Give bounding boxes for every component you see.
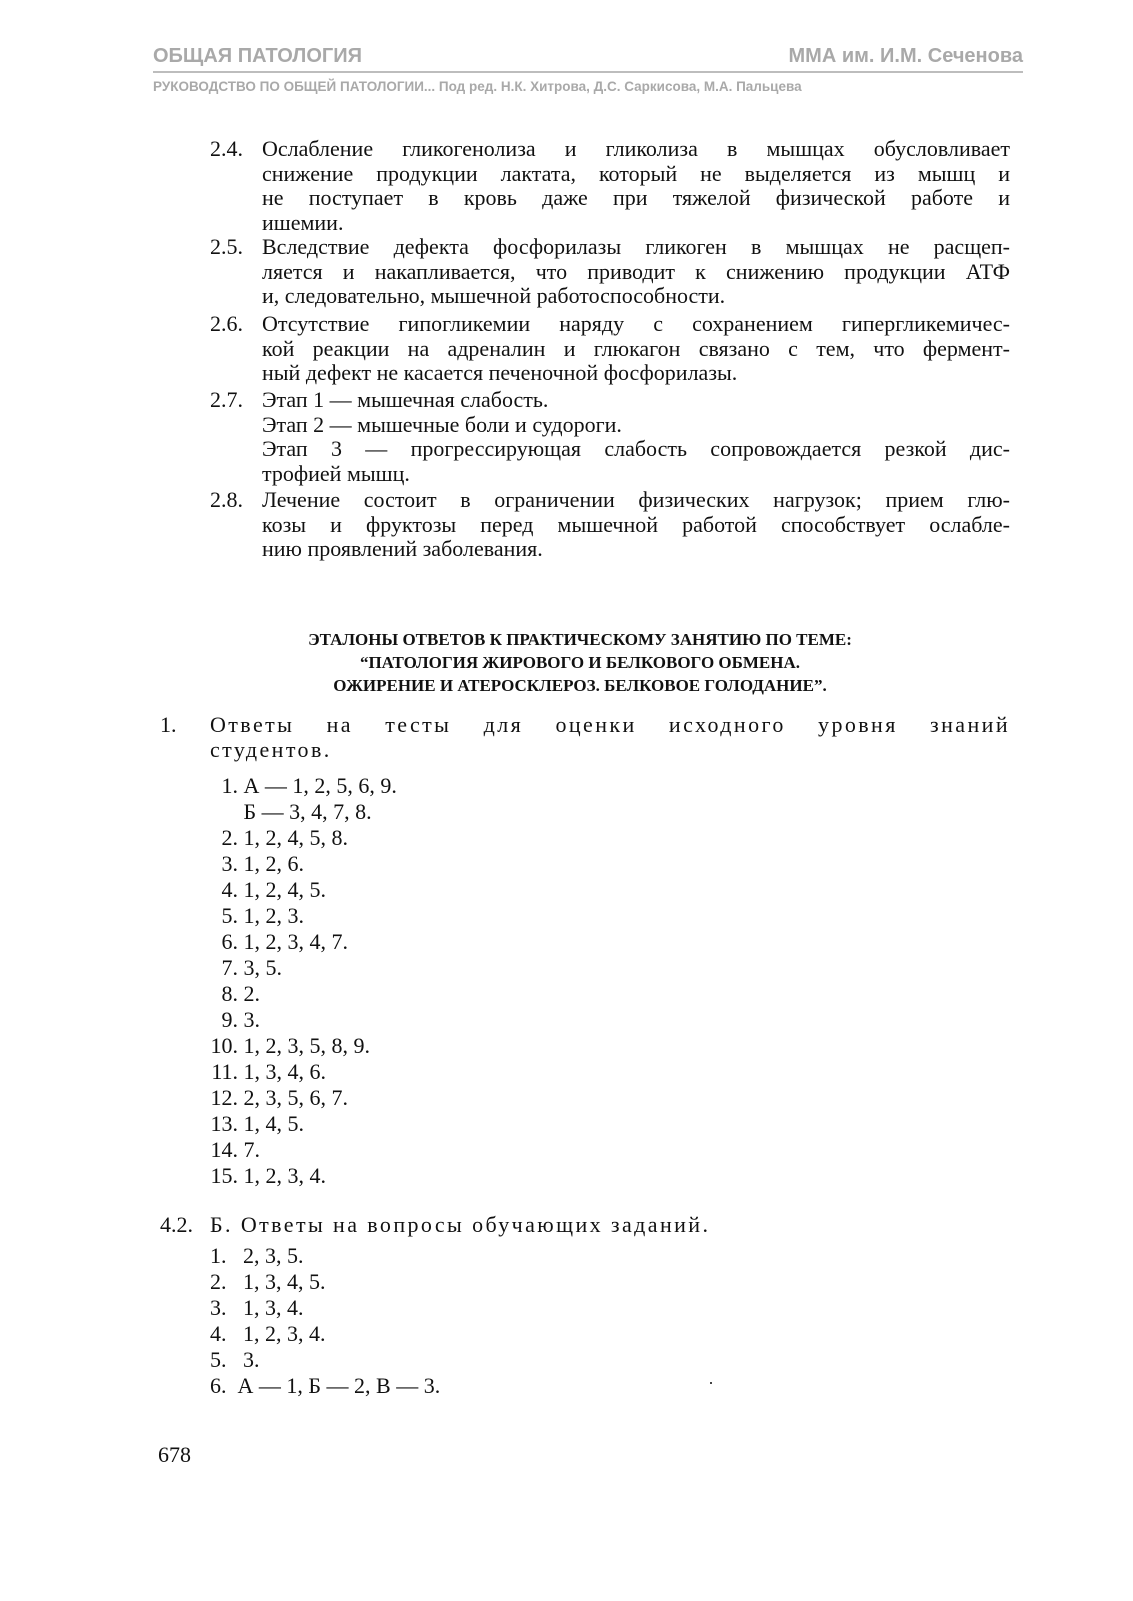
heading-line: ОЖИРЕНИЕ И АТЕРОСКЛЕРОЗ. БЕЛКОВОЕ ГОЛОДАНИЕ”. [333,676,827,695]
answer-number: 13. [210,1111,238,1136]
item-line: ишемии. [262,209,344,235]
answer-item [200,929,348,955]
answer-text: 1, 2, 4, 5. [243,877,326,902]
answer-text: 1, 2, 3, 5, 8, 9. [243,1033,370,1058]
section-title-line: Ответы на тесты для оценки исходного уровня знаний [210,712,1010,737]
page-number: 678 [158,1442,191,1467]
answer-number: 7. [221,955,238,980]
answer-number: 10. [210,1033,238,1058]
section-title-line: Б. Ответы на вопросы обучающих заданий. [210,1212,711,1237]
answer-number: 2. [210,1269,227,1294]
header-divider [153,71,1023,73]
item-number: 2.7. [210,387,243,412]
answer-item [210,1347,260,1373]
section-number: 1. [160,712,177,737]
answer-item [200,1111,304,1137]
section-heading [150,628,1010,697]
answer-number: 15. [210,1163,238,1188]
answer-number: 1. [210,1243,227,1268]
heading-line: ЭТАЛОНЫ ОТВЕТОВ К ПРАКТИЧЕСКОМУ ЗАНЯТИЮ ПО ТЕМЕ: [308,630,852,649]
item-body [262,312,1010,386]
item-line: и, следовательно, мышечной работоспособности. [262,283,726,308]
item-line: Ослабление гликогенолиза и гликолиза в мышцах обусловливает [262,136,1010,161]
answer-text: 1, 3, 4, 5. [243,1269,326,1294]
item-line: Этап 1 — мышечная слабость. [262,387,549,412]
answer-number: 6. [210,1373,227,1398]
answer-number: 9. [221,1007,238,1032]
answer-text: 7. [243,1137,260,1162]
answer-number: 4. [221,877,238,902]
section-number: 4.2. [160,1212,193,1237]
answer-item [200,955,282,981]
answer-number: 2. [221,825,238,850]
answer-item [210,1243,304,1269]
answer-item [200,903,304,929]
answer-text: Б — 3, 4, 7, 8. [243,799,372,824]
item-line: ный дефект не касается печеночной фосфорилазы. [262,360,738,385]
answer-number: 3. [221,851,238,876]
answer-item [200,1059,326,1085]
scan-speck [710,1382,712,1384]
answer-number: 4. [210,1321,227,1346]
answer-number: 5. [221,903,238,928]
answer-number: 14. [210,1137,238,1162]
item-body [262,137,1010,235]
answer-text: А — 1, 2, 5, 6, 9. [243,773,397,798]
answer-item [200,825,348,851]
answer-text: 1, 2, 6. [243,851,304,876]
answer-number: 12. [210,1085,238,1110]
item-body [262,388,1010,486]
section-title-line: студентов. [210,737,332,762]
answer-item [210,1321,326,1347]
header-title-right: ММА им. И.М. Сеченова [788,45,1023,67]
item-number: 2.4. [210,136,243,161]
answer-text: 1, 2, 3, 4. [243,1163,326,1188]
item-line: ляется и накапливается, что приводит к снижению продукции АТФ [262,258,1010,284]
answer-text: 3. [243,1347,260,1372]
item-body [262,488,1010,562]
answer-item [200,1033,370,1059]
item-line: не поступает в кровь даже при тяжелой физической работе и [262,185,1010,210]
item-line: трофией мышц. [262,460,410,486]
item-line: Вследствие дефекта фосфорилазы гликоген в мышцах не расщеп- [262,234,1010,259]
answer-item [200,877,326,903]
item-line: снижение продукции лактата, который не выделяется из мышц и [262,160,1010,186]
answer-text: 3. [243,1007,260,1032]
answer-number: 8. [221,981,238,1006]
heading-line: “ПАТОЛОГИЯ ЖИРОВОГО И БЕЛКОВОГО ОБМЕНА. [359,653,801,672]
answer-text: 1, 2, 3, 4, 7. [243,929,348,954]
item-number: 2.6. [210,311,243,336]
answer-item [210,1295,304,1321]
answer-text: 1, 3, 4, 6. [243,1059,326,1084]
answer-text: 1, 4, 5. [243,1111,304,1136]
item-line: козы и фруктозы перед мышечной работой способствует ослабле- [262,511,1010,537]
answer-number: 1. [221,773,238,798]
item-line: Этап 3 — прогрессирующая слабость сопровождается резкой дис- [262,436,1010,461]
answer-text: 1, 2, 3, 4. [243,1321,326,1346]
answer-number: 5. [210,1347,227,1372]
answer-number: 6. [221,929,238,954]
answer-item [200,851,304,877]
answer-text: 2, 3, 5. [243,1243,304,1268]
item-line: Этап 2 — мышечные боли и судороги. [262,411,622,437]
answer-item [210,1373,440,1399]
item-number: 2.5. [210,234,243,259]
section-title [210,712,1010,762]
item-body [262,235,1010,309]
item-number: 2.8. [210,487,243,512]
section-title [210,1212,1010,1237]
answer-item [210,1269,326,1295]
item-line: Лечение состоит в ограничении физических нагрузок; прием глю- [262,487,1010,512]
header-title-left: ОБЩАЯ ПАТОЛОГИЯ [153,45,362,67]
answer-text: 1, 2, 3. [243,903,304,928]
answer-item [200,1085,348,1111]
answer-item [200,773,397,799]
answer-text: 3, 5. [243,955,282,980]
answer-number: 11. [211,1059,238,1084]
answer-item [200,1163,326,1189]
answer-text: 1, 3, 4. [243,1295,304,1320]
answer-text: 1, 2, 4, 5, 8. [243,825,348,850]
answer-item [200,799,372,825]
item-line: нию проявлений заболевания. [262,536,543,561]
answer-number: 3. [210,1295,227,1320]
answer-text: А — 1, Б — 2, В — 3. [237,1373,441,1398]
item-line: кой реакции на адреналин и глюкагон связано с тем, что фермент- [262,335,1010,361]
answer-item [200,981,260,1007]
answer-text: 2, 3, 5, 6, 7. [243,1085,348,1110]
item-line: Отсутствие гипогликемии наряду с сохранением гипергликемичес- [262,311,1010,336]
answer-item [200,1007,260,1033]
answer-text: 2. [243,981,260,1006]
answer-item [200,1137,260,1163]
header-subtitle: РУКОВОДСТВО ПО ОБЩЕЙ ПАТОЛОГИИ... Под ред. Н.К. Хитрова, Д.С. Саркисова, М.А. Пальцева [153,79,802,94]
